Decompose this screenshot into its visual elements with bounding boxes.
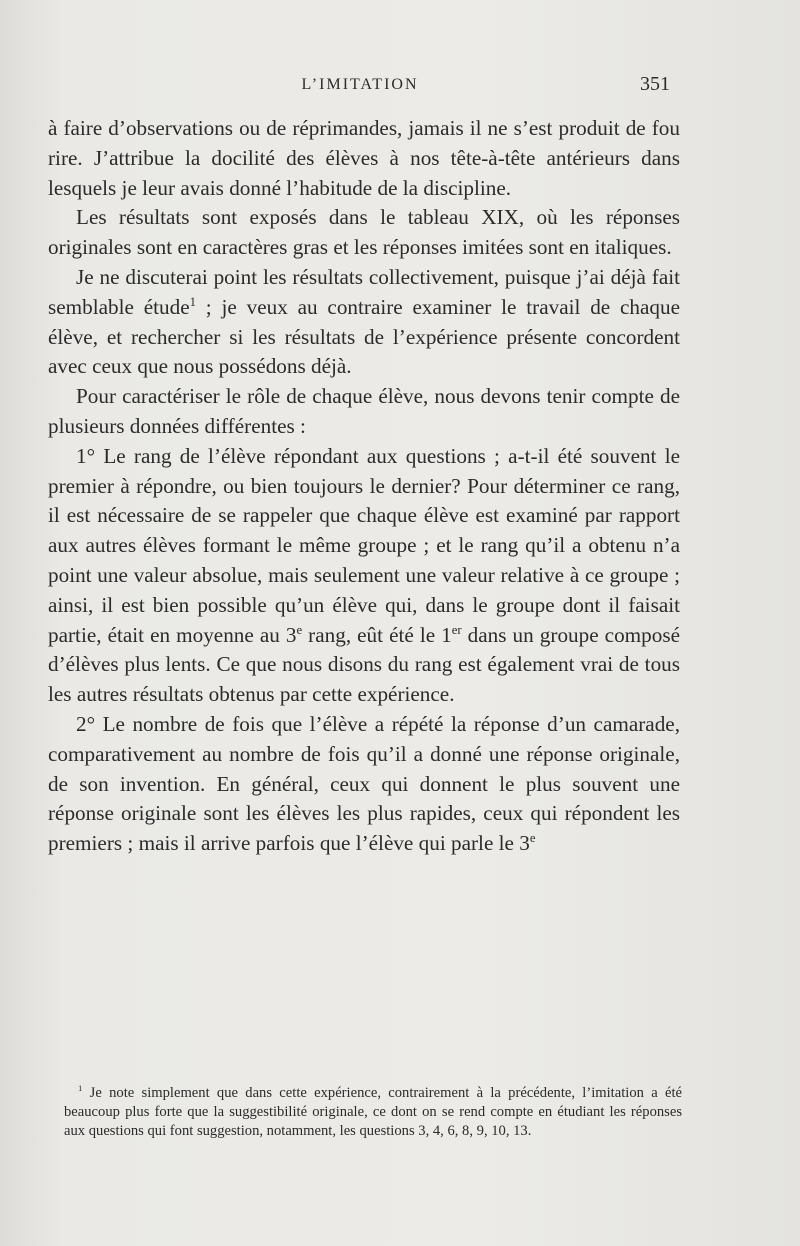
ordinal-suffix: e [296,622,303,637]
footnote-text: Je note simplement que dans cette expérience, contrairement à la précédente, l’imitation a été beaucoup plus forte que la suggestibilité originale, ce dont on se rend compte en étudiant les réponses aux questions qui font suggestion, notamment, les questions 3, 4, 6, 8, 9, 10, 13. [64,1085,682,1139]
running-title: L’IMITATION [301,76,419,93]
paragraph-1: à faire d’observations ou de réprimandes, jamais il ne s’est produit de fou rire. J’attribue la docilité des élèves à nos tête-à-tête antérieurs dans lesquels je leur avais donné l’habitude de la discipline. [48,116,680,200]
paragraph-5 [48,442,680,710]
paragraph-6-text: 2° Le nombre de fois que l’élève a répété la réponse d’un camarade, comparativement au nombre de fois qu’il a donné une réponse originale, de son invention. En général, ceux qui donnent le plus souvent une réponse originale sont les élèves les plus rapides, ceux qui répondent les premiers ; mais il arrive parfois que l’élève qui parle le 3 [48,711,680,856]
paragraph-4: Pour caractériser le rôle de chaque élève, nous devons tenir compte de plusieurs données différentes : [48,384,680,438]
footnote-mark: 1 [78,1083,83,1094]
footnotes [64,1084,682,1141]
paragraph-2: Les résultats sont exposés dans le tableau XIX, où les réponses originales sont en caractères gras et les réponses imitées sont en italiques. [48,205,680,260]
paragraph-5-text-c: dans un groupe composé d’élèves plus lents. Ce que nous disons du rang est également vrai de tous les autres résultats obtenus par cette expérience. [48,622,680,707]
footnote-reference: 1 [189,294,196,309]
paragraph-6 [48,710,680,859]
paragraph-5-text-b: rang, eût été le 1 [302,622,452,647]
footnote-1 [64,1084,682,1141]
body-text [48,114,680,859]
ordinal-suffix: er [451,622,462,637]
paragraph-5-text-a: 1° Le rang de l’élève répondant aux questions ; a-t-il été souvent le premier à répondre, ou bien toujours le dernier? Pour déterminer ce rang, il est nécessaire de se rappeler que chaque élève est examiné par rapport aux autres élèves formant le même groupe ; et le rang qu’il a obtenu n’a point une valeur absolue, mais seulement une valeur relative à ce groupe ; ainsi, il est bien possible qu’un élève qui, dans le groupe dont il faisait partie, était en moyenne au 3 [48,443,680,647]
paragraph-3-text-b: ; je veux au contraire examiner le travail de chaque élève, et rechercher si les résultats de l’expérience présente concordent avec ceux que nous possédons déjà. [48,294,681,379]
page-number: 351 [640,73,670,95]
ordinal-suffix: e [529,831,536,846]
paragraph-3 [48,263,680,382]
paragraph-3-text-a: Je ne discuterai point les résultats collectivement, puisque j’ai déjà fait semblable étude [48,264,680,319]
running-header [48,76,672,94]
